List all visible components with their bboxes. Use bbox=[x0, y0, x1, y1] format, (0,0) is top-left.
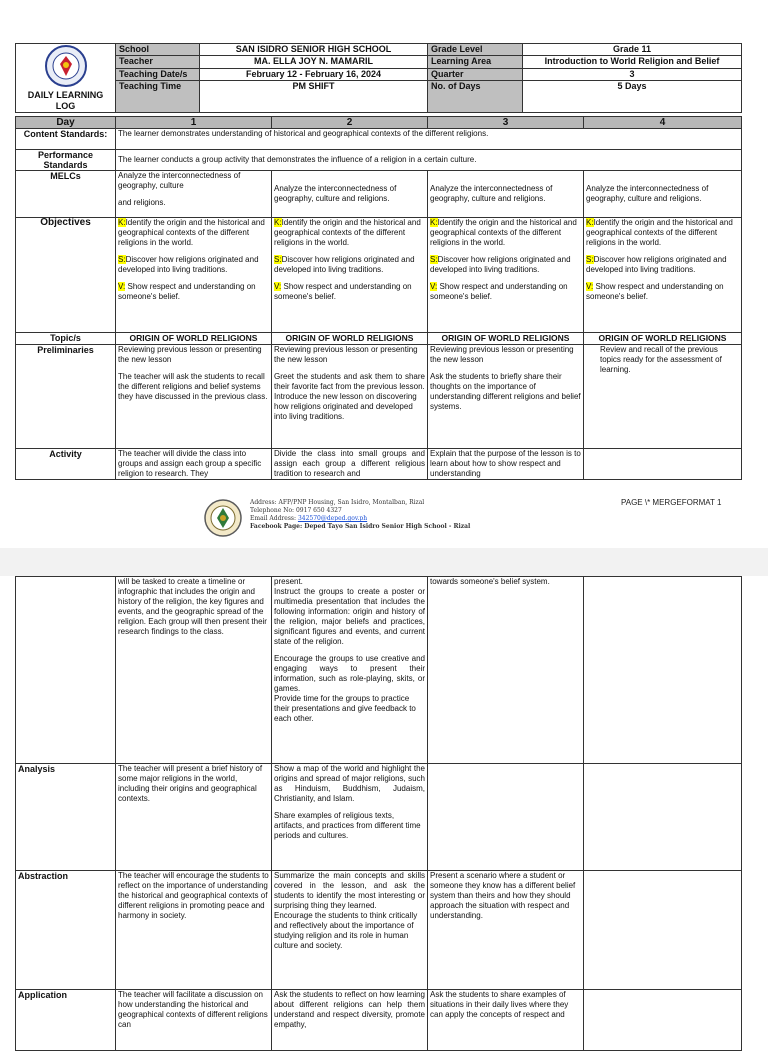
knowledge-tag: K: bbox=[118, 218, 126, 227]
objectives-day-3 bbox=[428, 218, 584, 333]
activity-day-2-present: present. bbox=[274, 577, 303, 586]
application-label: Application bbox=[16, 990, 116, 1051]
objectives-day-1 bbox=[116, 218, 272, 333]
content-standards-row bbox=[16, 129, 742, 150]
objective-knowledge: Identify the origin and the historical and geographical contexts of the different religions in the world. bbox=[274, 218, 421, 247]
lesson-table-page-2 bbox=[15, 576, 742, 1051]
objectives-day-2 bbox=[272, 218, 428, 333]
preliminaries-day-2-text-b: Introduce the new lesson on discovering how religions originated and developed into living traditions. bbox=[274, 392, 417, 421]
values-tag: V: bbox=[118, 282, 126, 291]
day-1-header: 1 bbox=[116, 117, 272, 129]
values-tag: V: bbox=[586, 282, 594, 291]
knowledge-tag: K: bbox=[586, 218, 594, 227]
preliminaries-day-1-text: The teacher will ask the students to recall the different religions and belief systems they have discussed in the previous class. bbox=[118, 372, 268, 401]
activity-day-2-encourage: Encourage the groups to use creative and engaging ways to present their information, such as role-playing, skits, or games. bbox=[274, 654, 425, 693]
application-day-2: Ask the students to reflect on how learning about different religions can help them understand and respect diversity, promote empathy, bbox=[272, 990, 428, 1051]
abstraction-day-2-summary: Summarize the main concepts and skills covered in the lesson, and ask the students to identify the most interesting or surprising thing they learned. bbox=[274, 871, 425, 910]
review-lesson-text: Reviewing previous lesson or presenting the new lesson bbox=[430, 345, 574, 364]
footer-email-label: Email Address: bbox=[250, 515, 297, 522]
day-4-header: 4 bbox=[584, 117, 742, 129]
knowledge-tag: K: bbox=[430, 218, 438, 227]
topics-label: Topic/s bbox=[16, 333, 116, 345]
preliminaries-day-2 bbox=[272, 345, 428, 449]
objective-values: Show respect and understanding on someone's belief. bbox=[586, 282, 724, 301]
quarter-value: 3 bbox=[523, 68, 742, 80]
content-standards-label: Content Standards: bbox=[16, 129, 116, 150]
knowledge-tag: K: bbox=[274, 218, 282, 227]
objective-skill: Discover how religions originated and developed into living traditions. bbox=[274, 255, 415, 274]
performance-standards-label: Performance Standards bbox=[16, 150, 116, 171]
abstraction-day-1: The teacher will encourage the students to reflect on the importance of understanding the historical and geographical contexts of different religions in promoting peace and harmony in society. bbox=[116, 871, 272, 990]
num-days-label: No. of Days bbox=[428, 81, 523, 113]
preliminaries-day-1 bbox=[116, 345, 272, 449]
teacher-label: Teacher bbox=[116, 56, 200, 68]
activity-continued-label bbox=[16, 577, 116, 764]
activity-day-2-part-2 bbox=[272, 577, 428, 764]
skill-tag: S: bbox=[430, 255, 438, 264]
content-standards-text: The learner demonstrates understanding of historical and geographical contexts of the different religions. bbox=[116, 129, 742, 150]
footer-telephone: Telephone No: 0917 650 4327 bbox=[250, 507, 342, 514]
objective-knowledge: Identify the origin and the historical and geographical contexts of the different religions in the world. bbox=[118, 218, 265, 247]
topic-day-2: ORIGIN OF WORLD RELIGIONS bbox=[272, 333, 428, 345]
abstraction-label: Abstraction bbox=[16, 871, 116, 990]
melcs-label: MELCs bbox=[16, 171, 116, 218]
analysis-day-2-examples: Share examples of religious texts, artifacts, and practices from different time periods and cultures. bbox=[274, 811, 421, 840]
melcs-day-1 bbox=[116, 171, 272, 218]
grade-level-label: Grade Level bbox=[428, 44, 523, 56]
footer-address: Address: AFP/PNP Housing, San Isidro, Montalban, Rizal bbox=[250, 499, 425, 506]
objectives-label: Objectives bbox=[16, 218, 116, 333]
preliminaries-day-2-text-a: Greet the students and ask them to share their favorite fact from the previous lesson. bbox=[274, 372, 425, 391]
school-seal-icon bbox=[203, 498, 243, 538]
preliminaries-label: Preliminaries bbox=[16, 345, 116, 449]
topics-row bbox=[16, 333, 742, 345]
teaching-time-value: PM SHIFT bbox=[200, 81, 428, 113]
performance-standards-text: The learner conducts a group activity that demonstrates the influence of a religion in a certain culture. bbox=[116, 150, 742, 171]
values-tag: V: bbox=[274, 282, 282, 291]
application-day-1: The teacher will facilitate a discussion on how understanding the historical and geographical contexts of different religions can bbox=[116, 990, 272, 1051]
grade-level-value: Grade 11 bbox=[523, 44, 742, 56]
lesson-table-page-1 bbox=[15, 116, 742, 480]
application-row bbox=[16, 990, 742, 1051]
melcs-day-1-line2: and religions. bbox=[118, 198, 166, 207]
footer-contact bbox=[250, 499, 470, 531]
abstraction-day-2 bbox=[272, 871, 428, 990]
header-table bbox=[15, 43, 742, 113]
activity-day-2-instruct: Instruct the groups to create a poster or multimedia presentation that includes the following information: origin and history of the religion, major beliefs and practices, significant figures and events, and current state of the religion. bbox=[274, 587, 425, 646]
objective-values: Show respect and understanding on someone's belief. bbox=[274, 282, 412, 301]
num-days-value: 5 Days bbox=[523, 81, 742, 113]
preliminaries-day-3 bbox=[428, 345, 584, 449]
objective-skill: Discover how religions originated and developed into living traditions. bbox=[118, 255, 259, 274]
abstraction-day-2-reflect: Encourage the students to think critically and reflectively about the importance of studying religion and its role in human culture and society. bbox=[274, 911, 418, 950]
skill-tag: S: bbox=[274, 255, 282, 264]
page-number-field: PAGE \* MERGEFORMAT 1 bbox=[621, 498, 722, 507]
analysis-day-1: The teacher will present a brief history of some major religions in the world, including their origins and geographical contexts. bbox=[116, 764, 272, 871]
objective-values: Show respect and understanding on someone's belief. bbox=[430, 282, 568, 301]
values-tag: V: bbox=[430, 282, 438, 291]
melcs-day-3: Analyze the interconnectedness of geography, culture and religions. bbox=[428, 171, 584, 218]
daily-learning-log-title: DAILY LEARNING LOG bbox=[27, 90, 104, 111]
analysis-day-4 bbox=[584, 764, 742, 871]
activity-label: Activity bbox=[16, 449, 116, 480]
school-label: School bbox=[116, 44, 200, 56]
abstraction-row bbox=[16, 871, 742, 990]
objective-knowledge: Identify the origin and the historical and geographical contexts of the different religions in the world. bbox=[586, 218, 733, 247]
activity-row bbox=[16, 449, 742, 480]
page-gap bbox=[0, 548, 768, 576]
deped-logo-cell bbox=[16, 44, 116, 113]
activity-day-3-part-2: towards someone's belief system. bbox=[428, 577, 584, 764]
teaching-time-label: Teaching Time bbox=[116, 81, 200, 113]
day-2-header: 2 bbox=[272, 117, 428, 129]
analysis-day-3 bbox=[428, 764, 584, 871]
teaching-dates-label: Teaching Date/s bbox=[116, 68, 200, 80]
day-header-row bbox=[16, 117, 742, 129]
preliminaries-day-3-text: Ask the students to briefly share their thoughts on the importance of understanding different religions and belief systems. bbox=[430, 372, 581, 411]
objective-values: Show respect and understanding on someone's belief. bbox=[118, 282, 256, 301]
page-2 bbox=[0, 576, 768, 1029]
analysis-row bbox=[16, 764, 742, 871]
melcs-day-1-line1: Analyze the interconnectedness of geography, culture bbox=[118, 171, 241, 190]
learning-area-label: Learning Area bbox=[428, 56, 523, 68]
abstraction-day-4 bbox=[584, 871, 742, 990]
skill-tag: S: bbox=[118, 255, 126, 264]
activity-day-1-part-2: will be tasked to create a timeline or infographic that includes the origin and history of the religion, the key figures and events, and the geographic spread of the religion. Each group will then present their research findings to the class. bbox=[116, 577, 272, 764]
performance-standards-row bbox=[16, 150, 742, 171]
preliminaries-row bbox=[16, 345, 742, 449]
footer-facebook: Facebook Page: Deped Tayo San Isidro Senior High School - Rizal bbox=[250, 523, 471, 530]
topic-day-4: ORIGIN OF WORLD RELIGIONS bbox=[584, 333, 742, 345]
objectives-day-4 bbox=[584, 218, 742, 333]
analysis-day-2 bbox=[272, 764, 428, 871]
analysis-day-2-map: Show a map of the world and highlight the origins and spread of major religions, such as Hinduism, Buddhism, Judaism, Christianity, and Islam. bbox=[274, 764, 425, 803]
activity-day-1-part-1: The teacher will divide the class into groups and assign each group a specific religion to research. They bbox=[116, 449, 272, 480]
deped-seal-icon bbox=[43, 44, 89, 88]
review-lesson-text: Reviewing previous lesson or presenting the new lesson bbox=[274, 345, 418, 364]
topic-day-3: ORIGIN OF WORLD RELIGIONS bbox=[428, 333, 584, 345]
page-footer bbox=[203, 496, 743, 542]
teacher-value: MA. ELLA JOY N. MAMARIL bbox=[200, 56, 428, 68]
quarter-label: Quarter bbox=[428, 68, 523, 80]
school-value: SAN ISIDRO SENIOR HIGH SCHOOL bbox=[200, 44, 428, 56]
application-day-3: Ask the students to share examples of situations in their daily lives where they can apply the concepts of respect and bbox=[428, 990, 584, 1051]
day-3-header: 3 bbox=[428, 117, 584, 129]
preliminaries-day-4: Review and recall of the previous topics ready for the assessment of learning. bbox=[584, 345, 742, 449]
footer-email-link[interactable]: 342570@deped.gov.ph bbox=[297, 515, 368, 522]
skill-tag: S: bbox=[586, 255, 594, 264]
activity-day-3-part-1: Explain that the purpose of the lesson is to learn about how to show respect and understanding bbox=[428, 449, 584, 480]
objectives-row bbox=[16, 218, 742, 333]
melcs-row bbox=[16, 171, 742, 218]
melcs-day-2: Analyze the interconnectedness of geography, culture and religions. bbox=[272, 171, 428, 218]
melcs-day-4: Analyze the interconnectedness of geography, culture and religions. bbox=[584, 171, 742, 218]
activity-day-2-part-1: Divide the class into small groups and assign each group a different religious tradition to research and bbox=[272, 449, 428, 480]
abstraction-day-3: Present a scenario where a student or someone they know has a different belief system than theirs and how they should approach the situation with respect and understanding. bbox=[428, 871, 584, 990]
topic-day-1: ORIGIN OF WORLD RELIGIONS bbox=[116, 333, 272, 345]
activity-day-4-part-2 bbox=[584, 577, 742, 764]
footer-email-line bbox=[250, 515, 470, 523]
review-lesson-text: Reviewing previous lesson or presenting the new lesson bbox=[118, 345, 262, 364]
objective-skill: Discover how religions originated and developed into living traditions. bbox=[586, 255, 727, 274]
analysis-label: Analysis bbox=[16, 764, 116, 871]
teaching-dates-value: February 12 - February 16, 2024 bbox=[200, 68, 428, 80]
activity-day-4-part-1 bbox=[584, 449, 742, 480]
activity-day-2-practice: Provide time for the groups to practice their presentations and give feedback to each other. bbox=[274, 694, 416, 723]
application-day-4 bbox=[584, 990, 742, 1051]
day-label: Day bbox=[16, 117, 116, 129]
objective-knowledge: Identify the origin and the historical and geographical contexts of the different religions in the world. bbox=[430, 218, 577, 247]
activity-continued-row bbox=[16, 577, 742, 764]
learning-area-value: Introduction to World Religion and Belief bbox=[523, 56, 742, 68]
objective-skill: Discover how religions originated and developed into living traditions. bbox=[430, 255, 571, 274]
